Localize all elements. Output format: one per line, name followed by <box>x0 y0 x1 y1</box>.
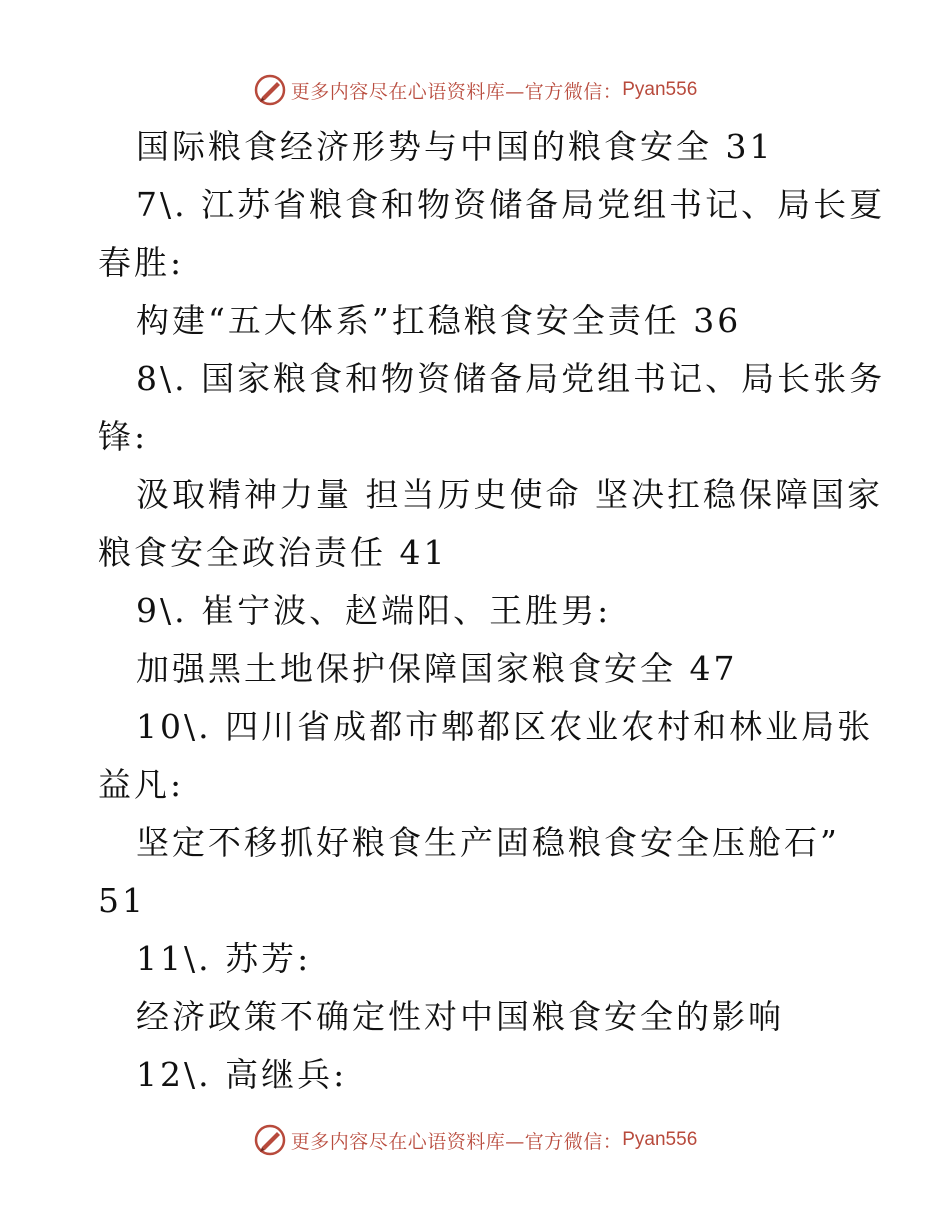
toc-line: 国际粮食经济形势与中国的粮食安全 31 <box>136 127 774 166</box>
toc-line: 10\. 四川省成都市郫都区农业农村和林业局张 <box>136 707 874 746</box>
toc-line: 经济政策不确定性对中国粮食安全的影响 <box>136 997 784 1036</box>
pen-logo-icon <box>253 73 287 107</box>
toc-line: 益凡: <box>98 765 185 804</box>
toc-line: 坚定不移抓好粮食生产固稳粮食安全压舱石” <box>136 823 840 862</box>
watermark-wechat-id: Pyan556 <box>622 1129 698 1150</box>
toc-line: 汲取精神力量 担当历史使命 坚决扛稳保障国家 <box>136 475 883 514</box>
toc-line: 9\. 崔宁波、赵端阳、王胜男: <box>136 591 612 630</box>
watermark-text: 更多内容尽在心语资料库—官方微信： <box>290 80 623 103</box>
toc-line: 粮食安全政治责任 41 <box>98 533 448 572</box>
toc-content <box>98 118 886 1104</box>
toc-line: 12\. 高继兵: <box>136 1055 348 1094</box>
watermark-text: 更多内容尽在心语资料库—官方微信： <box>290 1130 623 1153</box>
pen-logo-icon <box>253 1123 287 1157</box>
toc-line: 加强黑土地保护保障国家粮食安全 47 <box>136 649 738 688</box>
toc-line: 11\. 苏芳: <box>136 939 312 978</box>
watermark-wechat-id: Pyan556 <box>622 79 698 100</box>
toc-line: 51 <box>98 881 146 920</box>
header-watermark <box>0 70 950 110</box>
footer-watermark <box>0 1120 950 1160</box>
toc-line: 构建“五大体系”扛稳粮食安全责任 36 <box>136 301 742 340</box>
toc-line: 锋: <box>98 417 149 456</box>
toc-line: 春胜: <box>98 243 185 282</box>
toc-line: 7\. 江苏省粮食和物资储备局党组书记、局长夏 <box>136 185 886 224</box>
toc-line: 8\. 国家粮食和物资储备局党组书记、局长张务 <box>136 359 886 398</box>
